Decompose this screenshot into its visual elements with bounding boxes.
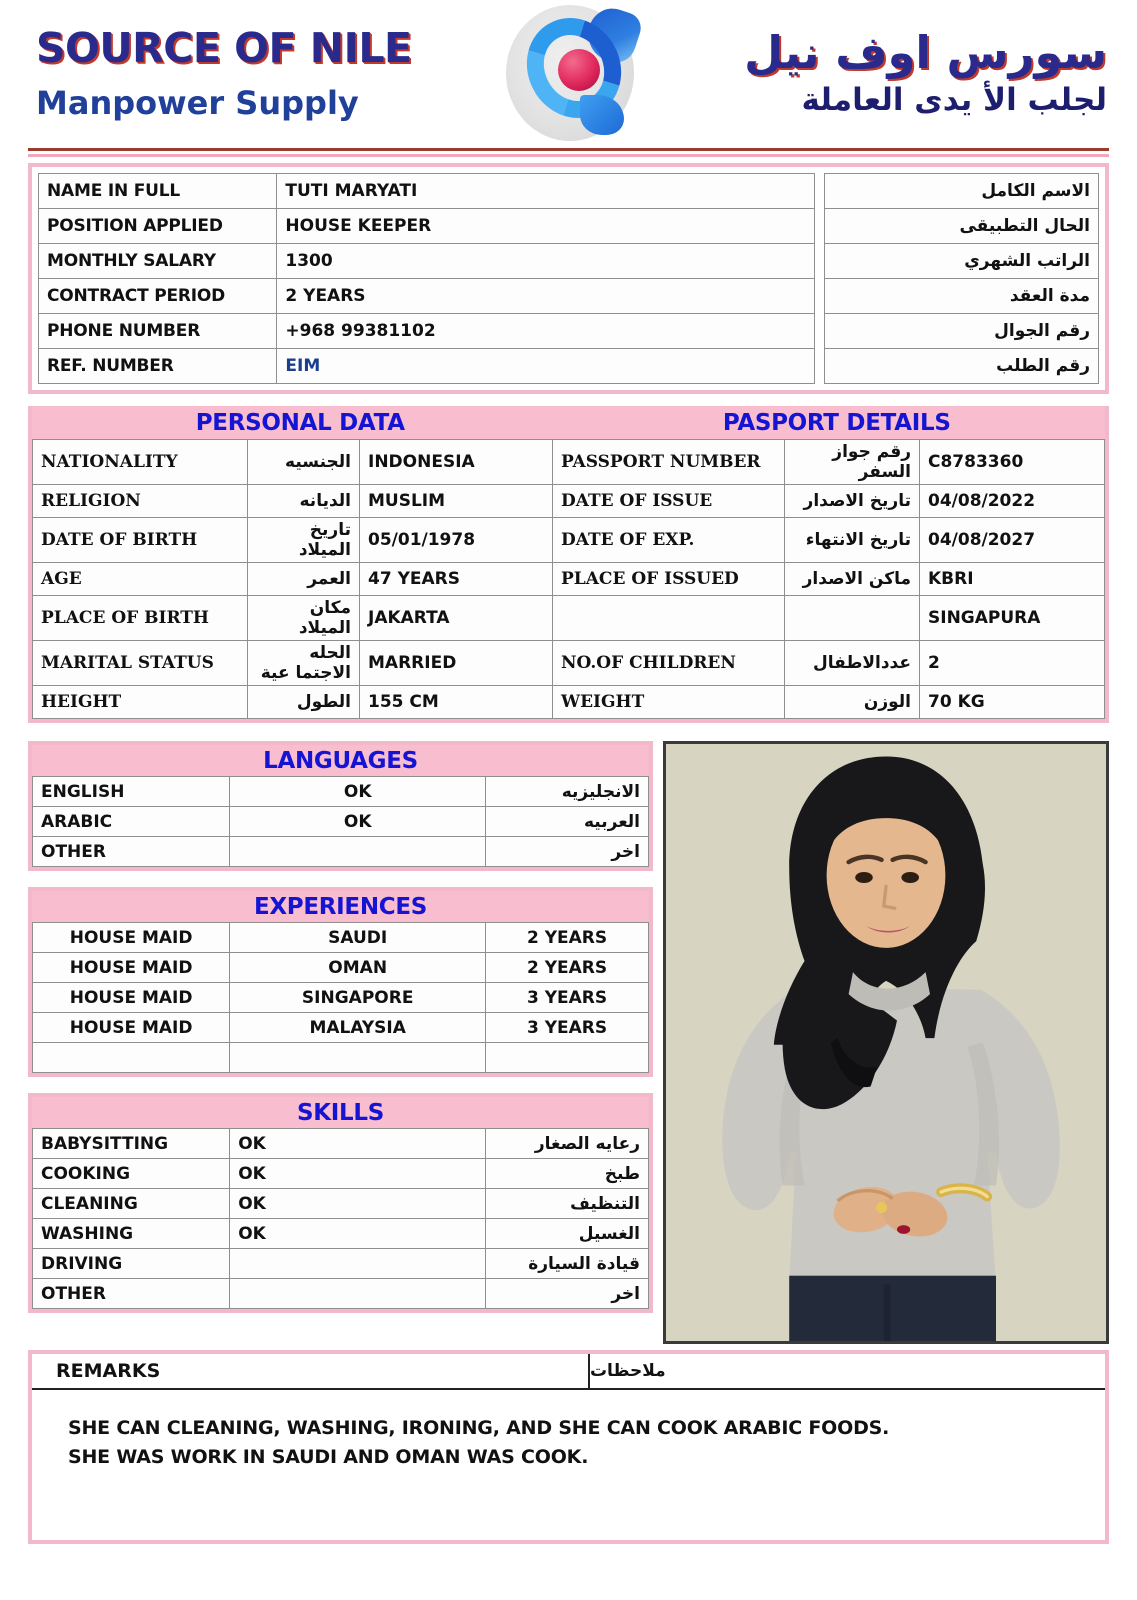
skill-name-driving-ar: قيادة السيارة	[486, 1249, 649, 1279]
skill-name-washing: WASHING	[33, 1219, 230, 1249]
table-row	[33, 563, 1105, 596]
experiences-title: EXPERIENCES	[32, 891, 649, 922]
label-monthly-salary: MONTHLY SALARY	[39, 244, 277, 279]
table-row	[33, 596, 1105, 641]
table-row	[39, 209, 1099, 244]
value-monthly-salary: 1300	[277, 244, 814, 279]
label-ref-number-ar: رقم الطلب	[824, 349, 1098, 384]
brand-right	[673, 26, 1123, 118]
label-phone-number-ar: رقم الجوال	[824, 314, 1098, 349]
table-row	[33, 1219, 649, 1249]
language-level-arabic: OK	[230, 807, 486, 837]
language-name-arabic: ARABIC	[33, 807, 230, 837]
table-row	[33, 983, 649, 1013]
experience-country-1: SAUDI	[230, 923, 486, 953]
language-name-arabic-ar: العربيه	[486, 807, 649, 837]
remarks-line-2: SHE WAS WORK IN SAUDI AND OMAN WAS COOK.	[68, 1445, 589, 1468]
experience-country-2: OMAN	[230, 953, 486, 983]
label-place-of-issued-cont-ar	[785, 596, 920, 641]
label-religion-ar: الديانه	[248, 485, 360, 518]
spacer	[814, 314, 824, 349]
table-row	[33, 1013, 649, 1043]
label-date-of-birth: DATE OF BIRTH	[33, 518, 248, 563]
label-passport-number-ar: رقم جواز السفر	[785, 440, 920, 485]
value-nationality: INDONESIA	[360, 440, 553, 485]
language-level-english: OK	[230, 777, 486, 807]
label-weight-ar: الوزن	[785, 686, 920, 719]
table-row	[39, 174, 1099, 209]
label-religion: RELIGION	[33, 485, 248, 518]
label-age-ar: العمر	[248, 563, 360, 596]
personal-data-title: PERSONAL DATA	[195, 409, 405, 436]
remarks-label: REMARKS	[32, 1354, 590, 1388]
table-row	[33, 485, 1105, 518]
label-no-of-children-ar: عددالاطفال	[785, 641, 920, 686]
value-name-in-full: TUTI MARYATI	[277, 174, 814, 209]
value-weight: 70 KG	[920, 686, 1105, 719]
language-level-other	[230, 837, 486, 867]
value-contract-period: 2 YEARS	[277, 279, 814, 314]
value-no-of-children: 2	[920, 641, 1105, 686]
table-row	[33, 440, 1105, 485]
skill-name-babysitting: BABYSITTING	[33, 1129, 230, 1159]
skill-name-babysitting-ar: رعايه الصغار	[486, 1129, 649, 1159]
label-date-of-exp-ar: تاريخ الانتهاء	[785, 518, 920, 563]
experience-country-3: SINGAPORE	[230, 983, 486, 1013]
experience-job-4: HOUSE MAID	[33, 1013, 230, 1043]
label-marital-status-ar: الحله الاجتما عية	[248, 641, 360, 686]
label-name-in-full: NAME IN FULL	[39, 174, 277, 209]
value-height: 155 CM	[360, 686, 553, 719]
spacer	[814, 279, 824, 314]
skill-name-other: OTHER	[33, 1279, 230, 1309]
language-name-other: OTHER	[33, 837, 230, 867]
table-row	[33, 1279, 649, 1309]
languages-title: LANGUAGES	[32, 745, 649, 776]
skills-section	[28, 1093, 653, 1313]
language-name-english-ar: الانجليزيه	[486, 777, 649, 807]
label-place-of-issued-ar: ماكن الاصدار	[785, 563, 920, 596]
header-rule-pink	[28, 154, 1109, 157]
value-place-of-issued: KBRI	[920, 563, 1105, 596]
label-date-of-exp: DATE OF EXP.	[553, 518, 785, 563]
label-ref-number: REF. NUMBER	[39, 349, 277, 384]
brand-left	[14, 24, 464, 122]
label-nationality-ar: الجنسيه	[248, 440, 360, 485]
photo-column	[663, 741, 1109, 1344]
spacer	[814, 349, 824, 384]
label-place-of-issued: PLACE OF ISSUED	[553, 563, 785, 596]
skill-name-cooking: COOKING	[33, 1159, 230, 1189]
languages-section	[28, 741, 653, 871]
table-row	[39, 279, 1099, 314]
skills-title: SKILLS	[32, 1097, 649, 1128]
label-no-of-children: NO.OF CHILDREN	[553, 641, 785, 686]
company-tagline-ar: لجلب الأ يدى العاملة	[801, 81, 1107, 118]
skill-level-cleaning: OK	[230, 1189, 486, 1219]
table-row	[33, 518, 1105, 563]
spacer	[814, 174, 824, 209]
lower-content-area	[0, 741, 1137, 1344]
experience-duration-4: 3 YEARS	[486, 1013, 649, 1043]
experience-duration-1: 2 YEARS	[486, 923, 649, 953]
value-date-of-issue: 04/08/2022	[920, 485, 1105, 518]
table-row	[33, 686, 1105, 719]
label-date-of-issue: DATE OF ISSUE	[553, 485, 785, 518]
company-logo-icon	[484, 3, 654, 143]
skill-name-driving: DRIVING	[33, 1249, 230, 1279]
company-name-en: SOURCE OF NILE	[36, 24, 412, 72]
left-column	[28, 741, 653, 1344]
experience-job-2: HOUSE MAID	[33, 953, 230, 983]
remarks-section	[28, 1350, 1109, 1544]
remarks-header-row	[32, 1354, 1105, 1390]
table-row	[33, 1043, 649, 1073]
value-passport-number: C8783360	[920, 440, 1105, 485]
letterhead-banner	[0, 0, 1137, 146]
value-place-of-issued-cont: SINGAPURA	[920, 596, 1105, 641]
skill-level-cooking: OK	[230, 1159, 486, 1189]
experience-country-4: MALAYSIA	[230, 1013, 486, 1043]
remarks-body	[32, 1390, 1105, 1540]
language-name-english: ENGLISH	[33, 777, 230, 807]
applicant-summary-table	[28, 163, 1109, 394]
label-place-of-issued-cont	[553, 596, 785, 641]
label-age: AGE	[33, 563, 248, 596]
skill-name-washing-ar: الغسيل	[486, 1219, 649, 1249]
label-contract-period: CONTRACT PERIOD	[39, 279, 277, 314]
label-contract-period-ar: مدة العقد	[824, 279, 1098, 314]
company-name-ar: سورس اوف نيل	[744, 26, 1107, 80]
language-name-other-ar: اخر	[486, 837, 649, 867]
label-position-applied: POSITION APPLIED	[39, 209, 277, 244]
value-marital-status: MARRIED	[360, 641, 553, 686]
label-position-applied-ar: الحال التطبيقى	[824, 209, 1098, 244]
experience-job-5	[33, 1043, 230, 1073]
experience-country-5	[230, 1043, 486, 1073]
value-date-of-birth: 05/01/1978	[360, 518, 553, 563]
table-row	[33, 641, 1105, 686]
label-height-ar: الطول	[248, 686, 360, 719]
company-tagline-en: Manpower Supply	[36, 84, 359, 122]
passport-details-title: PASPORT DETAILS	[722, 409, 951, 436]
table-row	[33, 1189, 649, 1219]
label-passport-number: PASSPORT NUMBER	[553, 440, 785, 485]
skill-level-other	[230, 1279, 486, 1309]
skill-name-cooking-ar: طبخ	[486, 1159, 649, 1189]
value-age: 47 YEARS	[360, 563, 553, 596]
spacer	[814, 209, 824, 244]
value-religion: MUSLIM	[360, 485, 553, 518]
value-date-of-exp: 04/08/2027	[920, 518, 1105, 563]
logo-sphere	[558, 49, 600, 91]
label-phone-number: PHONE NUMBER	[39, 314, 277, 349]
experiences-section	[28, 887, 653, 1077]
experience-job-1: HOUSE MAID	[33, 923, 230, 953]
label-date-of-birth-ar: تاريخ الميلاد	[248, 518, 360, 563]
table-row	[33, 1129, 649, 1159]
skill-level-babysitting: OK	[230, 1129, 486, 1159]
table-row	[33, 953, 649, 983]
table-row	[33, 923, 649, 953]
label-weight: WEIGHT	[553, 686, 785, 719]
experience-duration-5	[486, 1043, 649, 1073]
experience-job-3: HOUSE MAID	[33, 983, 230, 1013]
label-place-of-birth-ar: مكان الميلاد	[248, 596, 360, 641]
table-row	[33, 837, 649, 867]
table-row	[39, 349, 1099, 384]
experience-duration-3: 3 YEARS	[486, 983, 649, 1013]
label-date-of-issue-ar: تاريخ الاصدار	[785, 485, 920, 518]
experience-duration-2: 2 YEARS	[486, 953, 649, 983]
skill-level-washing: OK	[230, 1219, 486, 1249]
value-place-of-birth: JAKARTA	[360, 596, 553, 641]
remarks-line-1: SHE CAN CLEANING, WASHING, IRONING, AND SHE CAN COOK ARABIC FOODS.	[68, 1417, 890, 1439]
label-nationality: NATIONALITY	[33, 440, 248, 485]
label-monthly-salary-ar: الراتب الشهري	[824, 244, 1098, 279]
table-row	[33, 777, 649, 807]
section-headers	[32, 406, 1105, 439]
applicant-portrait-image	[666, 744, 1106, 1341]
table-row	[33, 1249, 649, 1279]
value-phone-number: +968 99381102	[277, 314, 814, 349]
label-name-in-full-ar: الاسم الكامل	[824, 174, 1098, 209]
skill-name-cleaning: CLEANING	[33, 1189, 230, 1219]
value-ref-number: EIM	[277, 349, 814, 384]
header-rule-red	[28, 148, 1109, 151]
table-row	[33, 1159, 649, 1189]
skill-name-cleaning-ar: التنظيف	[486, 1189, 649, 1219]
remarks-label-ar: ملاحظات	[589, 1361, 666, 1381]
table-row	[39, 314, 1099, 349]
spacer	[814, 244, 824, 279]
value-position-applied: HOUSE KEEPER	[277, 209, 814, 244]
label-height: HEIGHT	[33, 686, 248, 719]
table-row	[39, 244, 1099, 279]
label-place-of-birth: PLACE OF BIRTH	[33, 596, 248, 641]
table-row	[33, 807, 649, 837]
applicant-photo	[663, 741, 1109, 1344]
skill-level-driving	[230, 1249, 486, 1279]
personal-and-passport-section	[28, 406, 1109, 723]
skill-name-other-ar: اخر	[486, 1279, 649, 1309]
label-marital-status: MARITAL STATUS	[33, 641, 248, 686]
